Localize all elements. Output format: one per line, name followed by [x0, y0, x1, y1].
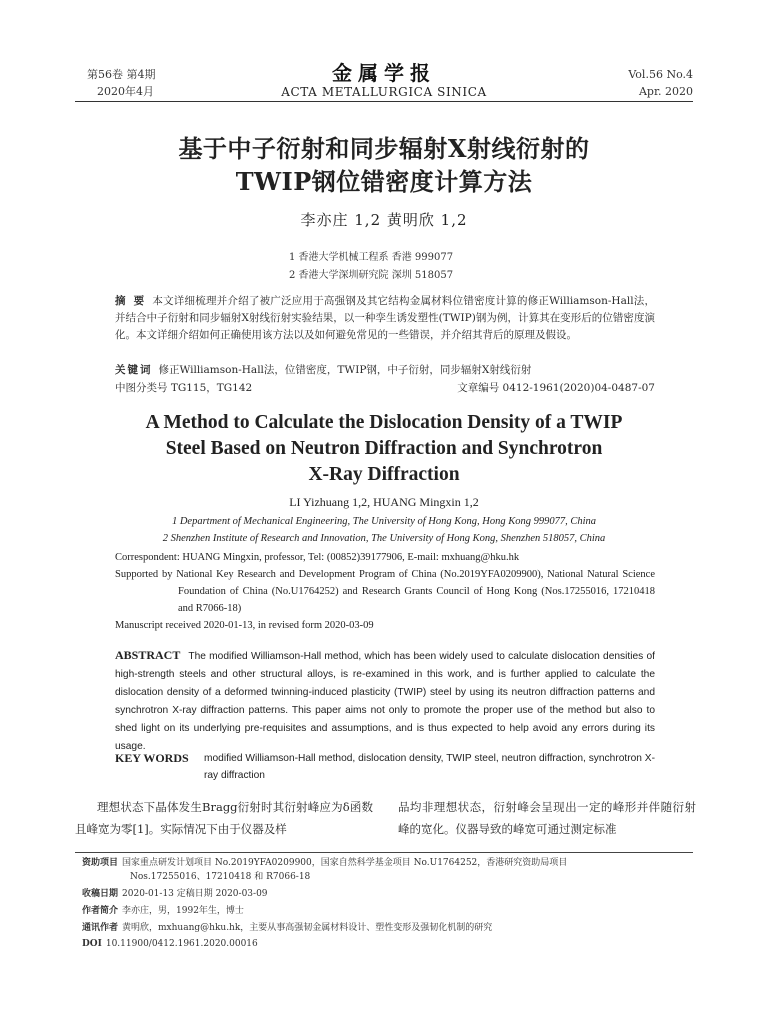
doi-label: DOI	[82, 939, 102, 949]
en-keywords-label: KEY WORDS	[115, 751, 189, 765]
funding-line-2: Nos.17255016、17210418 和 R7066-18	[130, 872, 311, 882]
en-abstract	[115, 646, 655, 756]
en-manuscript-dates: Manuscript received 2020-01-13, in revised form 2020-03-09	[115, 620, 374, 631]
dates-text: 2020-01-13 定稿日期 2020-03-09	[122, 889, 268, 899]
volume-issue-cn: 第56卷 第4期	[87, 68, 156, 81]
en-title-line-3: X-Ray Diffraction	[308, 464, 460, 485]
en-title-line-2: Steel Based on Neutron Diffraction and Synchrotron	[165, 438, 603, 459]
cn-keywords	[115, 362, 655, 379]
date-en: Apr. 2020	[638, 85, 693, 98]
doi-link[interactable]: 10.11900/0412.1961.2020.00016	[105, 939, 258, 949]
date-cn: 2020年4月	[97, 85, 154, 98]
dates-label: 收稿日期	[82, 889, 119, 899]
en-authors: LI Yizhuang 1,2, HUANG Mingxin 1,2	[289, 495, 479, 509]
footnote-divider	[75, 852, 693, 853]
footnote-corresponding	[82, 921, 682, 935]
author-bio-label: 作者简介	[82, 906, 119, 916]
en-affiliation-1: 1 Department of Mechanical Engineering, The University of Hong Kong, Hong Kong 999077, China	[171, 516, 597, 527]
clc-number: 中图分类号 TG115，TG142	[115, 382, 253, 394]
cn-abstract	[115, 293, 655, 344]
en-keywords	[115, 750, 655, 784]
cn-affiliation-2: 2 香港大学深圳研究院 深圳 518057	[289, 270, 454, 281]
footnote-funding	[82, 856, 682, 884]
running-header	[75, 61, 693, 102]
cn-keywords-label: 关键词	[115, 364, 153, 376]
en-affiliation-2: 2 Shenzhen Institute of Research and Innovation, The University of Hong Kong, Shenzhen 518057, China	[162, 533, 606, 544]
en-abstract-text: The modified Williamson-Hall method, which has been widely used to calculate dislocation densities of high-strength steels and other structural alloys, is re-examined in this work, and is further applied to calculate the dislocation density of a deformed twinning-induced plasticity (TWIP) steel by using its neutron diffraction patterns and synchrotron X-ray diffraction patterns. This paper aims not only to promote the proper use of the method but also to shed light on its underlying pre-requisites and assumptions, and is thus expected to help avoid any errors during its usage.	[115, 651, 655, 752]
journal-name-en: ACTA METALLURGICA SINICA	[281, 85, 487, 99]
en-keywords-text: modified Williamson-Hall method, dislocation density, TWIP steel, neutron diffraction, synchrotron X-ray diffraction	[204, 753, 655, 781]
en-title	[0, 410, 768, 488]
cn-abstract-text: 本文详细梳理并介绍了被广泛应用于高强钢及其它结构金属材料位错密度计算的修正Williamson-Hall法，并结合中子衍射和同步辐射X射线衍射实验结果，以一种孪生诱发塑性(TWIP)钢为例，计算其在变形后的位错密度演化。本文详细介绍如何正确使用该方法以及如何避免常见的一些错误，并介绍其背后的原理及假设。	[115, 295, 656, 341]
cn-title-line-1: 基于中子衍射和同步辐射X射线衍射的	[178, 134, 590, 163]
author-bio-text: 李亦庄，男，1992年生，博士	[122, 906, 244, 916]
corresponding-text: 黄明欣，mxhuang@hku.hk，主要从事高强韧金属材料设计、塑性变形及强韧化机制的研究	[122, 923, 493, 933]
cn-affiliation-1: 1 香港大学机械工程系 香港 999077	[289, 252, 454, 263]
cn-authors: 李亦庄 1,2 黄明欣 1,2	[300, 211, 468, 229]
footnote-author-bio	[82, 904, 682, 918]
body-column-right: 品均非理想状态，衍射峰会呈现出一定的峰形并伴随衍射峰的宽化。仪器导致的峰宽可通过测定标准	[398, 800, 696, 836]
en-title-line-1: A Method to Calculate the Dislocation Density of a TWIP	[145, 412, 623, 433]
journal-logo: 金属学报	[332, 61, 436, 85]
corresponding-label: 通讯作者	[82, 923, 119, 933]
volume-issue-en: Vol.56 No.4	[628, 68, 693, 81]
cn-title	[0, 132, 768, 198]
footnote-dates	[82, 887, 682, 901]
body-column-left: 理想状态下晶体发生Bragg衍射时其衍射峰应为δ函数且峰宽为零[1]。实际情况下由于仪器及样	[75, 800, 373, 836]
funding-line-1: 国家重点研发计划项目 No.2019YFA0209900，国家自然科学基金项目 No.U1764252，香港研究资助局项目	[122, 858, 568, 868]
cn-abstract-label: 摘 要	[115, 295, 147, 307]
en-correspondent: Correspondent: HUANG Mingxin, professor, Tel: (00852)39177906, E-mail: mxhuang@hku.hk	[115, 552, 520, 563]
cn-title-line-2: TWIP钢位错密度计算方法	[235, 167, 533, 196]
footnote-doi	[82, 937, 682, 951]
funding-label: 资助项目	[82, 858, 119, 868]
en-abstract-label: ABSTRACT	[115, 648, 181, 662]
cn-keywords-text: 修正Williamson-Hall法，位错密度，TWIP钢，中子衍射，同步辐射X射线衍射	[158, 364, 532, 376]
en-supported-text: Supported by National Key Research and Development Program of China (No.2019YFA0209900), National Natural Science Foundation of China (No.U1764252) and Research Grants Council of Hong Kong (Nos.17255016, 17210418 and R7066-18)	[115, 569, 655, 614]
article-number: 文章编号 0412-1961(2020)04-0487-07	[457, 382, 655, 394]
